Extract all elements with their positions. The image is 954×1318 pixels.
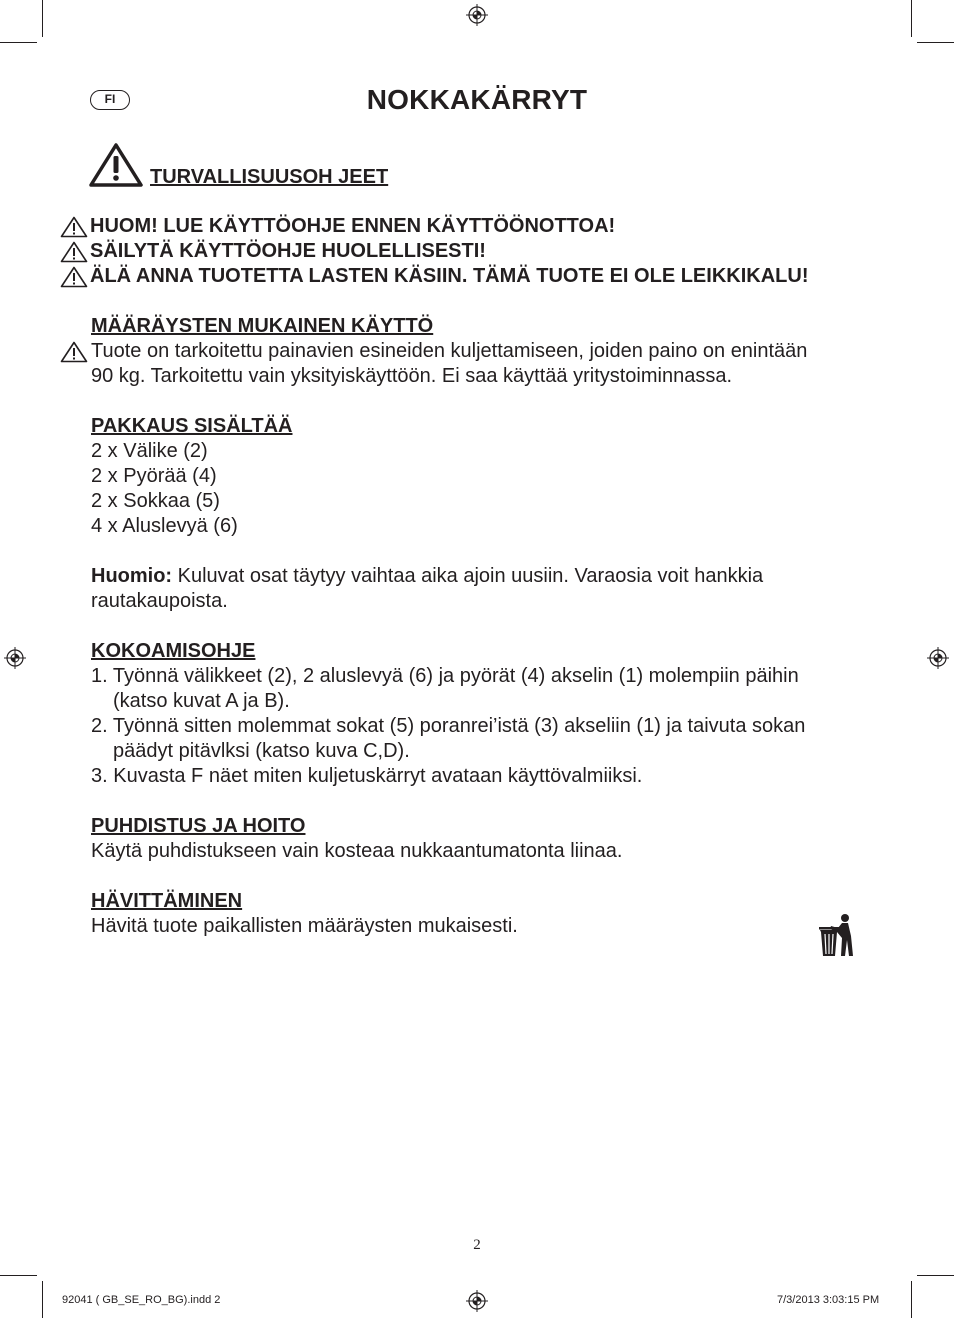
warning-line — [60, 215, 615, 238]
note-label: Huomio: — [91, 565, 173, 587]
paragraph-line: Tuote on tarkoitettu painavien esineiden kuljettamiseen, joiden paino on enintään — [91, 340, 808, 362]
warning-triangle-icon — [88, 142, 144, 188]
warning-triangle-icon — [60, 341, 88, 363]
registration-mark-icon — [927, 647, 949, 669]
assembly-steps — [91, 664, 851, 789]
section-heading-cleaning: PUHDISTUS JA HOITO — [91, 815, 306, 837]
page-title: NOKKAKÄRRYT — [366, 84, 588, 115]
footer-timestamp: 7/3/2013 3:03:15 PM — [777, 1294, 880, 1306]
crop-mark — [911, 0, 912, 37]
safety-heading: TURVALLISUUSOH JEET — [150, 166, 389, 188]
crop-mark — [917, 1275, 954, 1276]
registration-mark-icon — [4, 647, 26, 669]
package-item: 4 x Aluslevyä (6) — [91, 515, 238, 537]
language-badge: FI — [90, 90, 130, 110]
registration-mark-icon — [466, 4, 488, 26]
person-bin-icon — [818, 912, 854, 958]
section-heading-intended-use: MÄÄRÄYSTEN MUKAINEN KÄYTTÖ — [91, 315, 434, 337]
disposal-text: Hävitä tuote paikallisten määräysten mukaisesti. — [91, 915, 518, 937]
package-item: 2 x Pyörää (4) — [91, 465, 217, 487]
assembly-step: 2. Työnnä sitten molemmat sokat (5) poranrei’istä (3) akseliin (1) ja taivuta sokan päädyt pitävlksi (katso kuva C,D). — [91, 715, 806, 762]
note-text-continued: rautakaupoista. — [91, 590, 228, 612]
warning-text: SÄILYTÄ KÄYTTÖOHJE HUOLELLISESTI! — [90, 240, 486, 262]
crop-mark — [0, 42, 37, 43]
footer-file-info: 92041 ( GB_SE_RO_BG).indd 2 — [62, 1294, 221, 1306]
warning-line — [60, 265, 808, 288]
intended-use-text — [91, 339, 851, 389]
registration-mark-icon — [466, 1290, 488, 1312]
paragraph-line: 90 kg. Tarkoitettu vain yksityiskäyttöön. Ei saa käyttää yritystoiminnassa. — [91, 365, 733, 387]
package-item: 2 x Välike (2) — [91, 440, 208, 462]
section-heading-assembly: KOKOAMISOHJE — [91, 640, 256, 662]
section-heading-package: PAKKAUS SISÄLTÄÄ — [91, 415, 293, 437]
crop-mark — [0, 1275, 37, 1276]
assembly-step: 1. Työnnä välikkeet (2), 2 aluslevyä (6) ja pyörät (4) akselin (1) molempiin päihin (katso kuvat A ja B). — [91, 665, 799, 712]
warning-line — [60, 240, 486, 263]
crop-mark — [917, 42, 954, 43]
crop-mark — [42, 0, 43, 37]
warning-triangle-icon — [60, 266, 88, 288]
note-paragraph — [91, 564, 851, 589]
crop-mark — [911, 1281, 912, 1318]
cleaning-text: Käytä puhdistukseen vain kosteaa nukkaantumatonta liinaa. — [91, 840, 623, 862]
package-item: 2 x Sokkaa (5) — [91, 490, 220, 512]
section-heading-disposal: HÄVITTÄMINEN — [91, 890, 243, 912]
warning-text: HUOM! LUE KÄYTTÖOHJE ENNEN KÄYTTÖÖNOTTOA! — [90, 215, 616, 237]
warning-text: ÄLÄ ANNA TUOTETTA LASTEN KÄSIIN. TÄMÄ TUOTE EI OLE LEIKKIKALU! — [90, 265, 809, 287]
crop-mark — [42, 1281, 43, 1318]
warning-triangle-icon — [60, 241, 88, 263]
assembly-step: 3. Kuvasta F näet miten kuljetuskärryt avataan käyttövalmiiksi. — [91, 765, 643, 787]
note-text: Kuluvat osat täytyy vaihtaa aika ajoin uusiin. Varaosia voit hankkia — [172, 565, 764, 587]
manual-body — [91, 314, 851, 939]
warning-triangle-icon — [60, 216, 88, 238]
page-number: 2 — [473, 1237, 481, 1253]
